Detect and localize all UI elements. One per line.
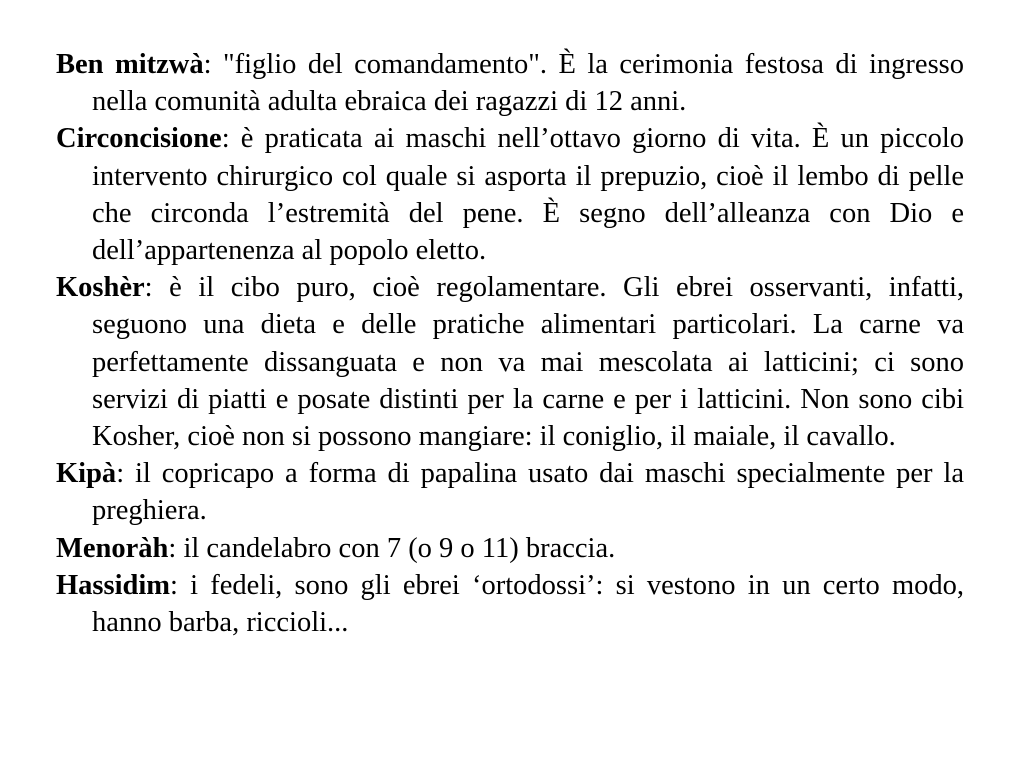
glossary-definition: : il copricapo a forma di papalina usato dai maschi specialmente per la preghiera.	[92, 458, 964, 527]
glossary-entry-hassidim	[56, 567, 964, 641]
glossary-definition: : è praticata ai maschi nell’ottavo giorno di vita. È un piccolo intervento chirurgico col quale si asporta il prepuzio, cioè il lembo di pelle che circonda l’estremità del pene. È segno dell’alleanza con Dio e dell’appartenenza al popolo eletto.	[92, 123, 964, 267]
glossary-term: Kipà	[56, 458, 117, 490]
glossary-definition: : il candelabro con 7 (o 9 o 11) braccia.	[168, 532, 616, 564]
glossary-term: Koshèr	[56, 272, 145, 304]
glossary-definition: : è il cibo puro, cioè regolamentare. Gli ebrei osservanti, infatti, seguono una dieta e delle pratiche alimentari particolari. La carne va perfettamente dissanguata e non va mai mescolata ai latticini; ci sono servizi di piatti e posate distinti per la carne e per i latticini. Non sono cibi Kosher, cioè non si possono mangiare: il coniglio, il maiale, il cavallo.	[92, 272, 964, 453]
glossary-term: Circoncisione	[56, 123, 222, 155]
glossary-entry-ben-mitzwa	[56, 46, 964, 120]
glossary-definition: : "figlio del comandamento". È la cerimonia festosa di ingresso nella comunità adulta ebraica dei ragazzi di 12 anni.	[92, 49, 964, 118]
glossary-entry-kipa	[56, 455, 964, 529]
glossary-text	[56, 46, 964, 641]
glossary-definition: : i fedeli, sono gli ebrei ‘ortodossi’: si vestono in un certo modo, hanno barba, riccioli...	[92, 569, 964, 639]
glossary-term: Ben mitzwà	[56, 49, 204, 80]
glossary-term: Hassidim	[56, 569, 171, 601]
glossary-term: Menoràh	[56, 532, 169, 564]
glossary-entry-circoncisione	[56, 120, 964, 269]
glossary-entry-kosher	[56, 269, 964, 455]
glossary-entry-menorah	[56, 530, 964, 567]
